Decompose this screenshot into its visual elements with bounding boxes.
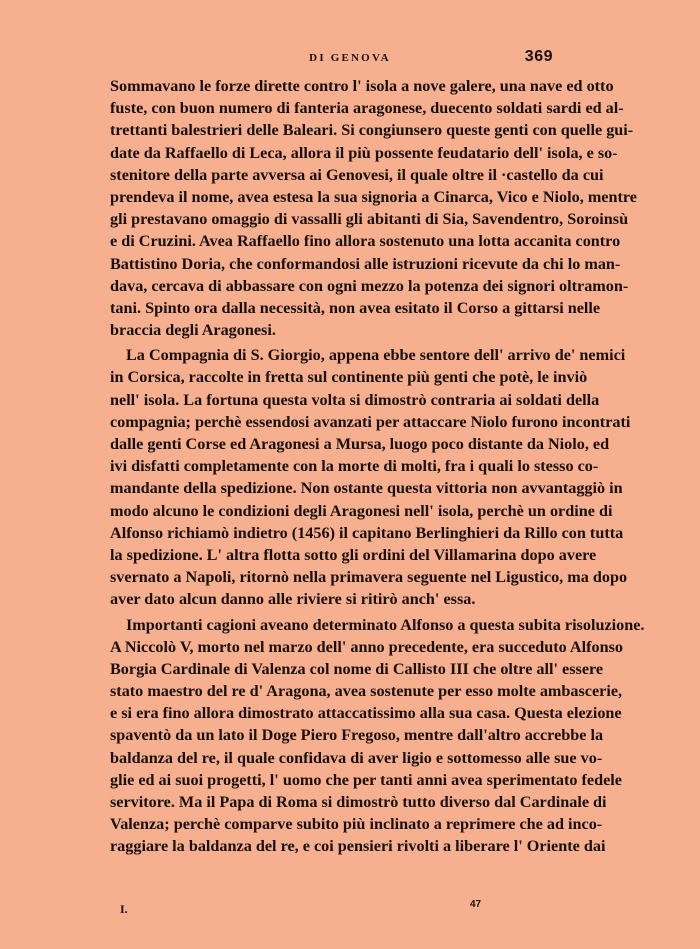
text-line: braccia degli Aragonesi. xyxy=(110,321,276,340)
text-line: Battistino Doria, che conformandosi alle istruzioni ricevute da chi lo man- xyxy=(110,254,621,273)
text-line: Valenza; perchè comparve subito più inclinato a reprimere che ad inco- xyxy=(110,815,603,834)
folio-number: 47 xyxy=(470,899,482,910)
text-line: A Niccolò V, morto nel marzo dell' anno precedente, era succeduto Alfonso xyxy=(110,637,624,656)
text-line: stenitore della parte avversa ai Genovesi, il quale oltre il ·castello da cui xyxy=(110,165,604,184)
text-line: baldanza del re, il quale confidava di aver ligio e sottomesso alle sue vo- xyxy=(110,748,603,767)
text-line: modo alcuno le condizioni degli Aragonesi nell' isola, perchè un ordine di xyxy=(110,501,613,520)
paragraph-1 xyxy=(110,75,637,341)
body-text xyxy=(110,75,645,858)
text-line: prendeva il nome, avea estesa la sua signoria a Cinarca, Vico e Niolo, mentre xyxy=(110,187,637,206)
text-line: in Corsica, raccolte in fretta sul continente più genti che potè, le inviò xyxy=(110,368,588,387)
text-line: date da Raffaello di Leca, allora il più possente feudatario dell' isola, e so- xyxy=(110,143,618,162)
text-line: Borgia Cardinale di Valenza col nome di Callisto III che oltre all' essere xyxy=(110,659,604,678)
running-title: DI GENOVA xyxy=(309,52,391,64)
text-line: stato maestro del re d' Aragona, avea sostenute per esso molte ambascerie, xyxy=(110,682,623,701)
text-line: svernato a Napoli, ritornò nella primavera seguente nel Ligustico, ma dopo xyxy=(110,568,628,587)
text-line: la spedizione. L' altra flotta sotto gli ordini del Villamarina dopo avere xyxy=(110,545,597,564)
paragraph-3 xyxy=(110,614,645,858)
signature-mark: I. xyxy=(120,902,128,916)
page-number: 369 xyxy=(524,48,553,65)
text-line: ivi disfatti completamente con la morte di molti, fra i quali lo stesso co- xyxy=(110,457,599,476)
text-line: servitore. Ma il Papa di Roma si dimostrò tutto diverso dal Cardinale di xyxy=(110,793,607,811)
text-line: nell' isola. La fortuna questa volta si dimostrò contraria ai soldati della xyxy=(110,390,600,409)
text-line: mandante della spedizione. Non ostante questa vittoria non avvantaggiò in xyxy=(110,479,623,498)
text-line: Sommavano le forze dirette contro l' isola a nove galere, una nave ed otto xyxy=(110,77,614,95)
text-line: compagnia; perchè essendosi avanzati per attaccare Niolo furono incontrati xyxy=(110,412,631,431)
text-line: dalle genti Corse ed Aragonesi a Mursa, luogo poco distante da Niolo, ed xyxy=(110,435,610,453)
text-line: glie ed ai suoi progetti, l' uomo che per tanti anni avea sperimentato fedele xyxy=(110,770,622,789)
text-line: trettanti balestrieri delle Baleari. Si congiunsero queste genti con quelle gui- xyxy=(110,121,634,140)
text-line: Importanti cagioni aveano determinato Alfonso a questa subita risoluzione. xyxy=(126,615,645,634)
running-head xyxy=(0,48,700,70)
text-line: e si era fino allora dimostrato attaccatissimo alla sua casa. Questa elezione xyxy=(110,704,622,723)
text-line: aver dato alcun danno alle riviere si ritirò anch' essa. xyxy=(110,590,476,609)
text-line: La Compagnia di S. Giorgio, appena ebbe sentore dell' arrivo de' nemici xyxy=(126,346,626,365)
text-line: fuste, con buon numero di fanteria aragonese, duecento soldati sardi ed al- xyxy=(110,99,624,118)
text-line: spaventò da un lato il Doge Piero Fregoso, mentre dall'altro accrebbe la xyxy=(110,726,604,745)
paragraph-2 xyxy=(110,344,631,610)
text-line: e di Cruzini. Avea Raffaello fino allora sostenuto una lotta accanita contro xyxy=(110,232,621,251)
text-line: dava, cercava di abbassare con ogni mezzo la potenza dei signori oltramon- xyxy=(110,276,629,295)
text-line: Alfonso richiamò indietro (1456) il capitano Berlinghieri da Rillo con tutta xyxy=(110,523,624,542)
text-line: tani. Spinto ora dalla necessità, non avea esitato il Corso a gittarsi nelle xyxy=(110,298,601,317)
text-line: raggiare la baldanza del re, e coi pensieri rivolti a liberare l' Oriente dai xyxy=(110,837,606,856)
text-line: gli prestavano omaggio di vassalli gli abitanti di Sia, Savendentro, Soroinsù xyxy=(110,210,629,229)
